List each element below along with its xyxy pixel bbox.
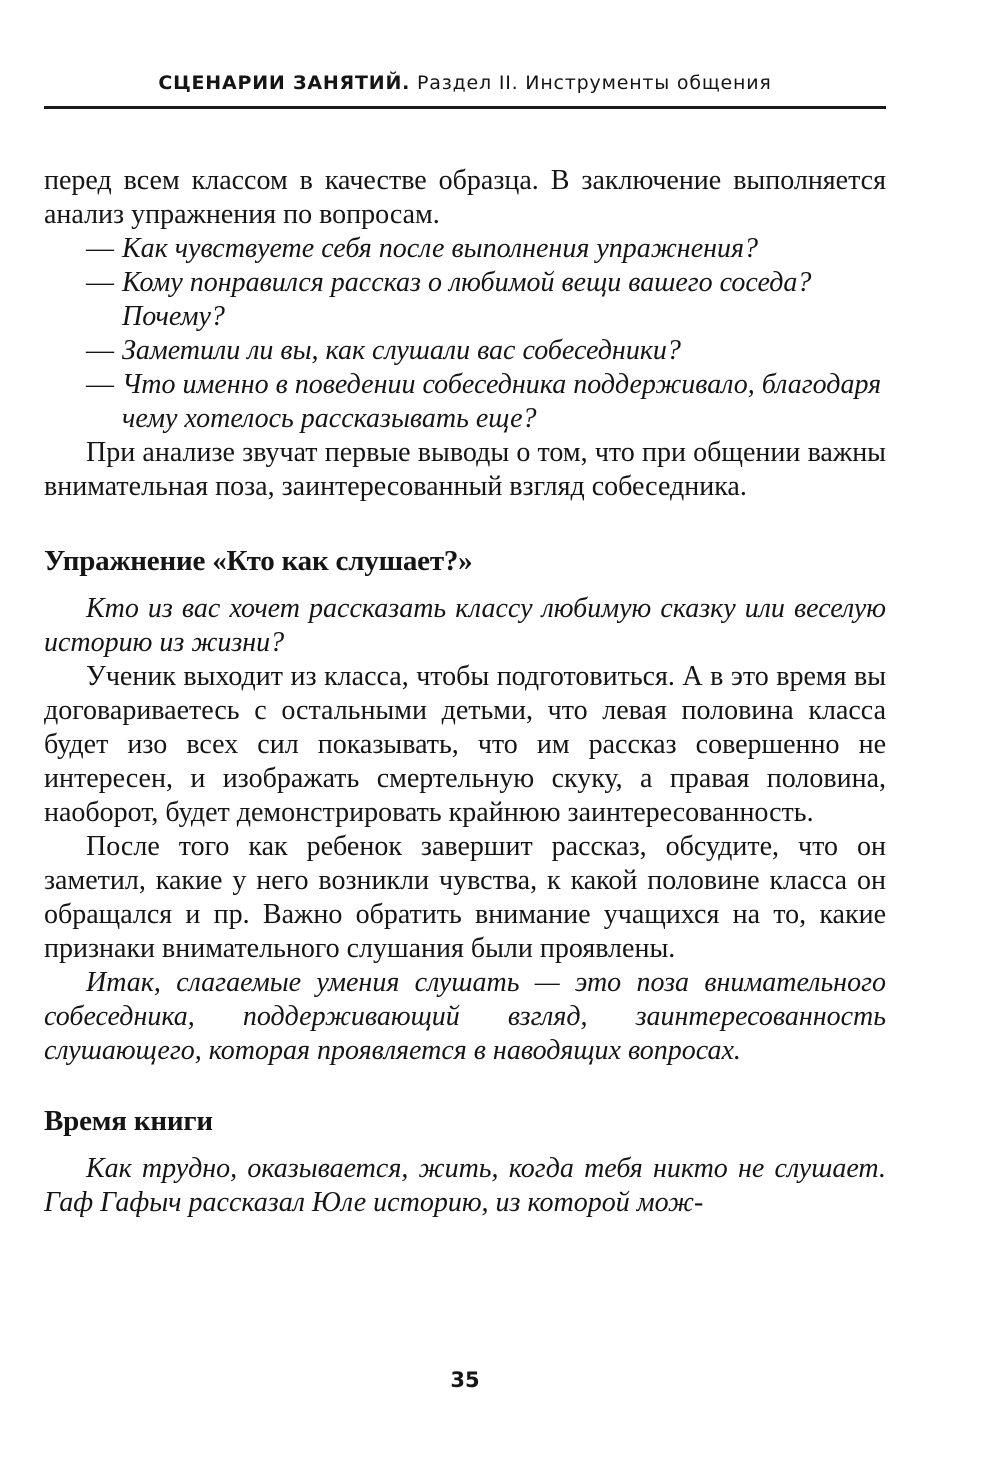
dash-mark: — — [86, 369, 114, 400]
question-text: Как чувствуете себя после выполнения упражнения? — [122, 233, 759, 264]
question-item — [44, 334, 886, 368]
page-body — [44, 164, 886, 1220]
question-item — [44, 232, 886, 266]
paragraph-conclusion: Итак, слагаемые умения слушать — это поза внимательного собеседника, поддерживающий взгляд, заинтересованность слушающего, которая проявляется в наводящих вопросах. — [44, 967, 886, 1066]
dash-mark: — — [86, 267, 114, 298]
dash-mark: — — [86, 335, 114, 366]
paragraph-exercise-question: Кто из вас хочет рассказать классу любимую сказку или веселую историю из жизни? — [44, 593, 886, 658]
paragraph-intro: перед всем классом в качестве образца. В заключение выполняется анализ упражнения по вопросам. — [44, 165, 886, 230]
running-header — [44, 72, 886, 94]
question-text: Кому понравился рассказ о любимой вещи вашего соседа? Почему? — [122, 267, 812, 332]
question-item — [44, 368, 886, 436]
question-item — [44, 266, 886, 334]
paragraph-exercise-setup: Ученик выходит из класса, чтобы подготовиться. А в это время вы договариваетесь с остальными детьми, что левая половина класса будет изо всех сил показывать, что им рассказ совершенно не интересен, и изображать смертельную скуку, а правая половина, наоборот, будет демонстрировать крайнюю заинтересованность. — [44, 661, 886, 828]
page-number: 35 — [450, 1368, 480, 1392]
running-header-section: Раздел II. Инструменты общения — [410, 72, 772, 94]
section-heading-exercise: Упражнение «Кто как слушает?» — [44, 545, 473, 577]
dash-mark: — — [86, 233, 114, 264]
paragraph-analysis: При анализе звучат первые выводы о том, что при общении важны внимательная поза, заинтересованный взгляд собеседника. — [44, 437, 886, 502]
paragraph-book: Как трудно, оказывается, жить, когда тебя никто не слушает. Гаф Гафыч рассказал Юле историю, из которой мож- — [44, 1153, 886, 1218]
question-text: Заметили ли вы, как слушали вас собеседники? — [122, 335, 681, 366]
section-heading-book: Время книги — [44, 1105, 213, 1137]
paragraph-exercise-discussion: После того как ребенок завершит рассказ, обсудите, что он заметил, какие у него возникли чувства, к какой половине класса он обращался и пр. Важно обратить внимание учащихся на то, какие признаки внимательного слушания были проявлены. — [44, 831, 886, 964]
header-rule — [44, 106, 886, 109]
running-header-caps: СЦЕНАРИИ ЗАНЯТИЙ. — [158, 72, 411, 94]
question-text: Что именно в поведении собеседника поддерживало, благодаря чему хотелось рассказывать еще? — [122, 369, 882, 434]
